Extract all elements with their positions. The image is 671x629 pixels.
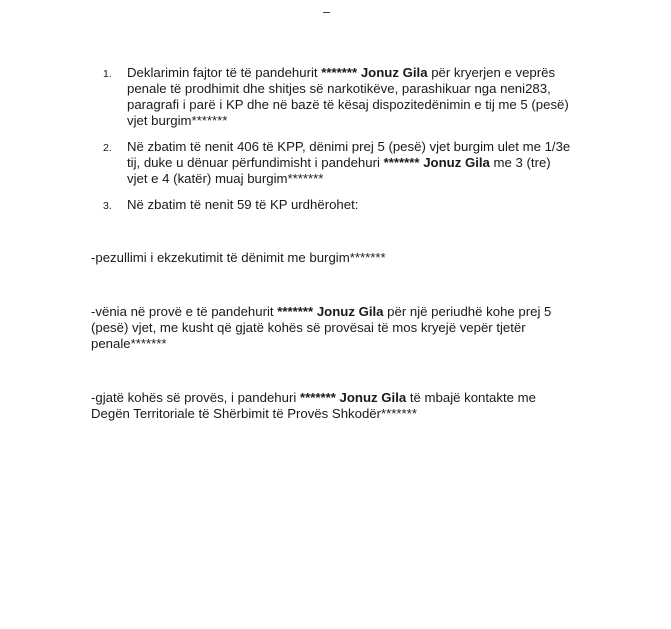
para-text-before: -gjatë kohës së provës, i pandehuri bbox=[91, 390, 300, 405]
para-text-after: për një periudhë kohe prej 5 (pesë) vjet, me kusht që gjatë kohës së provësai të mos kryejë vepër tjetër penale******* bbox=[91, 304, 552, 351]
para-redacted-stars: ******* bbox=[299, 390, 336, 405]
list-number: 3. bbox=[103, 200, 112, 212]
item-text-before: Deklarimin fajtor të të pandehurit bbox=[127, 65, 322, 80]
paragraph-suspension: -pezullimi i ekzekutimit të dënimit me burgim******* bbox=[91, 250, 386, 265]
defendant-name: Jonuz Gila bbox=[313, 304, 384, 319]
item-text-after: me 3 (tre) vjet e 4 (katër) muaj burgim******* bbox=[127, 155, 551, 186]
paragraph-contact bbox=[91, 390, 573, 422]
defendant-name: Jonuz Gila bbox=[357, 65, 428, 80]
para-redacted-stars: ******* bbox=[277, 304, 314, 319]
item-redacted-stars: ******* bbox=[321, 65, 358, 80]
item-text: Në zbatim të nenit 59 të KP urdhërohet: bbox=[127, 197, 359, 212]
list-number: 2. bbox=[103, 142, 112, 154]
para-text-before: -vënia në provë e të pandehurit bbox=[91, 304, 278, 319]
list-item bbox=[92, 197, 572, 213]
list-item bbox=[92, 139, 572, 187]
para-text-after: të mbajë kontakte me Degën Territoriale të Shërbimit të Provës Shkodër******* bbox=[91, 390, 536, 421]
numbered-list bbox=[92, 65, 572, 223]
defendant-name: Jonuz Gila bbox=[335, 390, 407, 405]
list-number: 1. bbox=[103, 68, 112, 80]
item-text-after: për kryerjen e veprës penale të prodhimit dhe shitjes së narkotikëve, parashikuar nga neni283, paragrafi i parë i KP dhe në bazë të kësaj dispozitedënimin e tij me 5 (pesë) vjet burgim******* bbox=[127, 65, 569, 128]
paragraph-probation bbox=[91, 304, 573, 352]
item-redacted-stars: ******* bbox=[383, 155, 420, 170]
top-dash-mark bbox=[323, 12, 330, 13]
defendant-name: Jonuz Gila bbox=[419, 155, 490, 170]
list-item bbox=[92, 65, 572, 129]
item-text-before: Në zbatim të nenit 406 të KPP, dënimi prej 5 (pesë) vjet burgim ulet me 1/3e tij, duke u dënuar përfundimisht i pandehuri bbox=[127, 139, 571, 170]
